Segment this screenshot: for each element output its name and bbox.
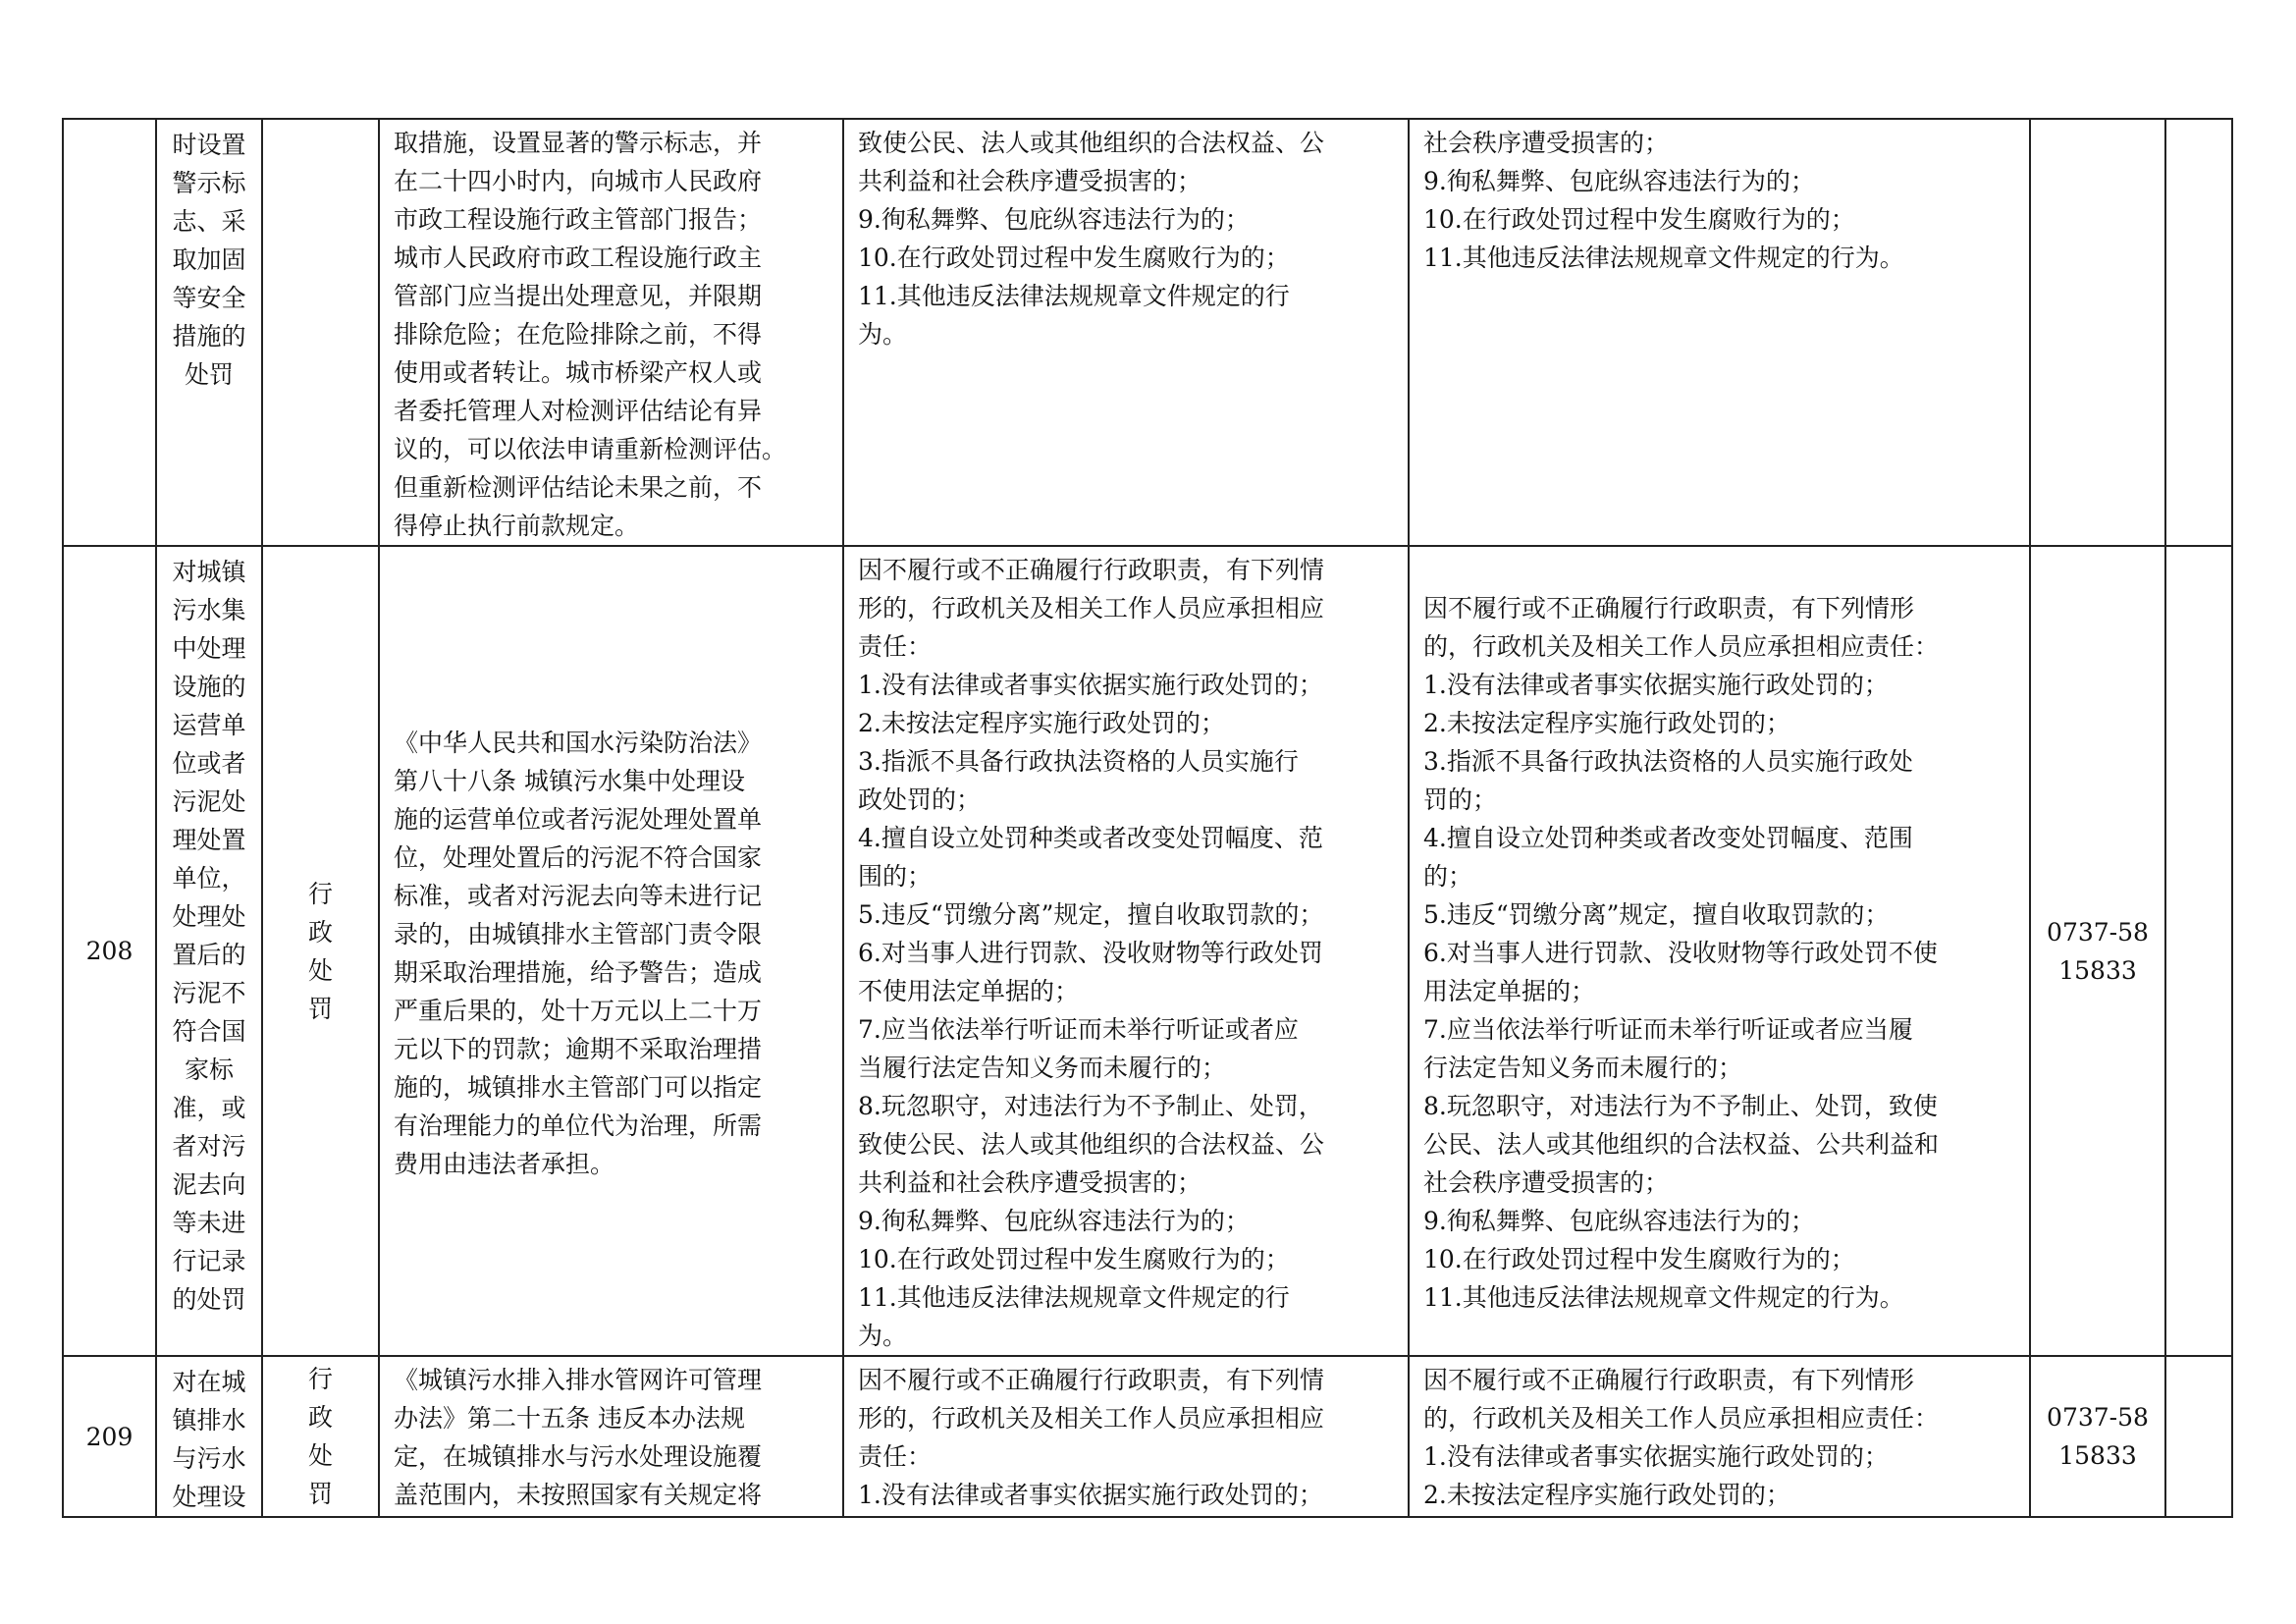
cell-text-line: 致使公民、法人或其他组织的合法权益、公 <box>858 1130 1325 1159</box>
cell-text-line: 取措施，设置显著的警示标志，并 <box>394 129 763 157</box>
cell-text-line: 者委托管理人对检测评估结论有异 <box>394 397 763 425</box>
cell-text-line: 市政工程设施行政主管部门报告； <box>394 205 763 234</box>
cell-text-line: 5.违反“罚缴分离”规定，擅自收取罚款的； <box>858 900 1324 929</box>
cell-text-line: 10.在行政处罚过程中发生腐败行为的； <box>1423 1245 1855 1273</box>
cell-text-line: 社会秩序遭受损害的； <box>1423 129 1670 157</box>
cell-text-line: 6.对当事人进行罚款、没收财物等行政处罚 <box>858 939 1323 967</box>
cell-text-line: 行 <box>307 879 333 908</box>
cell-text-line: 11.其他违反法律法规规章文件规定的行 <box>858 1283 1290 1312</box>
cell-text-line: 公民、法人或其他组织的合法权益、公共利益和 <box>1423 1130 1940 1159</box>
cell-text-line: 行 <box>307 1365 333 1393</box>
remark-cell <box>2165 546 2232 1356</box>
item-number-cell <box>63 546 156 1356</box>
cell-text-line: 录的，由城镇排水主管部门责令限 <box>394 919 763 948</box>
legal-basis-cell <box>379 1356 843 1517</box>
cell-text-line: 不使用法定单据的； <box>858 977 1080 1005</box>
cell-text-line: 设施的 <box>172 673 246 701</box>
cell-text-line: 标准，或者对污泥去向等未进行记 <box>394 881 763 910</box>
cell-text-line: 处理设 <box>172 1483 246 1511</box>
cell-text-line: 因不履行或不正确履行行政职责，有下列情形 <box>1423 1366 1915 1394</box>
cell-text-line: 政 <box>307 1403 333 1432</box>
cell-text-line: 处 <box>307 955 333 985</box>
cell-text-line: 定，在城镇排水与污水处理设施覆 <box>394 1442 763 1471</box>
cell-text-line: 盖范围内，未按照国家有关规定将 <box>394 1481 763 1509</box>
responsibility-cell <box>843 546 1409 1356</box>
cell-text-line: 准，或 <box>172 1094 246 1122</box>
cell-text-line: 责任： <box>858 1442 933 1471</box>
cell-text-line: 施的，城镇排水主管部门可以指定 <box>394 1072 763 1102</box>
accountability-lines <box>1423 1361 2019 1514</box>
table-row <box>63 1356 2232 1517</box>
cell-text-line: 《中华人民共和国水污染防治法》 <box>394 728 763 757</box>
cell-text-line: 使用或者转让。城市桥梁产权人或 <box>394 358 763 387</box>
cell-text-line: 有治理能力的单位代为治理，所需 <box>394 1110 763 1140</box>
table-row <box>63 546 2232 1356</box>
cell-text-line: 处理处 <box>172 902 246 931</box>
cell-text-line: 6.对当事人进行罚款、没收财物等行政处罚不使 <box>1423 939 1938 967</box>
cell-text-line: 因不履行或不正确履行行政职责，有下列情 <box>858 1366 1325 1394</box>
cell-text-line: 当履行法定告知义务而未履行的； <box>858 1054 1227 1082</box>
remark-cell <box>2165 1356 2232 1517</box>
cell-text-line: 1.没有法律或者事实依据实施行政处罚的； <box>858 671 1323 699</box>
cell-text-line: 位，处理处置后的污泥不符合国家 <box>394 842 763 872</box>
responsibility-cell <box>843 119 1409 546</box>
item-name-cell <box>156 546 262 1356</box>
cell-text-line: 对城镇 <box>172 558 246 586</box>
cell-text-line: 1.没有法律或者事实依据实施行政处罚的； <box>1423 1442 1889 1471</box>
cell-text-line: 2.未按法定程序实施行政处罚的； <box>858 709 1225 737</box>
cell-text-line: 时设置 <box>172 131 246 159</box>
cell-text-line: 8.玩忽职守，对违法行为不予制止、处罚， <box>858 1092 1323 1120</box>
item-number-cell <box>63 1356 156 1517</box>
cell-text-line: 为。 <box>858 320 908 349</box>
cell-text-line: 取加固 <box>172 245 246 274</box>
cell-text-line: 共利益和社会秩序遭受损害的； <box>858 167 1202 195</box>
cell-text-line: 得停止执行前款规定。 <box>394 512 640 540</box>
cell-text-line: 形的，行政机关及相关工作人员应承担相应 <box>858 594 1325 623</box>
cell-text-line: 污水集 <box>172 596 246 624</box>
cell-text-line: 0737-58 <box>2047 1403 2149 1432</box>
cell-text-line: 1.没有法律或者事实依据实施行政处罚的； <box>858 1481 1323 1509</box>
cell-text-line: 罚 <box>307 994 333 1023</box>
cell-text-line: 11.其他违反法律法规规章文件规定的行 <box>858 282 1290 310</box>
cell-text-line: 措施的 <box>172 322 246 351</box>
cell-text-line: 7.应当依法举行听证而未举行听证或者应当履 <box>1423 1015 1913 1044</box>
penalty-responsibility-table <box>62 118 2233 1518</box>
cell-text-line: 政 <box>307 917 333 947</box>
cell-text-line: 办法》第二十五条 违反本办法规 <box>394 1404 745 1433</box>
penalty-type-cell <box>262 546 379 1356</box>
cell-text-line: 因不履行或不正确履行行政职责，有下列情形 <box>1423 594 1915 623</box>
cell-text-line: 泥去向 <box>172 1170 246 1199</box>
cell-text-line: 《城镇污水排入排水管网许可管理 <box>394 1366 763 1394</box>
cell-text-line: 议的，可以依法申请重新检测评估。 <box>394 435 787 463</box>
cell-text-line: 政处罚的； <box>858 785 982 814</box>
cell-text-line: 致使公民、法人或其他组织的合法权益、公 <box>858 129 1325 157</box>
cell-text-line: 4.擅自设立处罚种类或者改变处罚幅度、范 <box>858 824 1323 852</box>
contact-phone-cell <box>2030 546 2165 1356</box>
cell-text-line: 10.在行政处罚过程中发生腐败行为的； <box>858 244 1290 272</box>
contact-phone-cell <box>2030 1356 2165 1517</box>
cell-text-line: 单位， <box>172 864 246 893</box>
cell-text-line: 在二十四小时内，向城市人民政府 <box>394 167 763 195</box>
cell-text-line: 1.没有法律或者事实依据实施行政处罚的； <box>1423 671 1889 699</box>
cell-text-line: 2.未按法定程序实施行政处罚的； <box>1423 709 1790 737</box>
cell-text-line: 第八十八条 城镇污水集中处理设 <box>394 766 745 795</box>
cell-text-line: 3.指派不具备行政执法资格的人员实施行 <box>858 747 1299 776</box>
cell-text-line: 5.违反“罚缴分离”规定，擅自收取罚款的； <box>1423 900 1890 929</box>
cell-text-line: 9.徇私舞弊、包庇纵容违法行为的； <box>858 1207 1250 1235</box>
cell-text-line: 行法定告知义务而未履行的； <box>1423 1054 1743 1082</box>
cell-text-line: 围的； <box>858 862 933 891</box>
cell-text-line: 的，行政机关及相关工作人员应承担相应责任： <box>1423 1404 1940 1433</box>
item-name-cell <box>156 119 262 546</box>
cell-text-line: 位或者 <box>172 749 246 778</box>
item-name-cell <box>156 1356 262 1517</box>
cell-text-line: 11.其他违反法律法规规章文件规定的行为。 <box>1423 1283 1904 1312</box>
cell-text-line: 0737-58 <box>2047 917 2149 947</box>
responsibility-lines <box>858 1361 1398 1514</box>
cell-text-line: 10.在行政处罚过程中发生腐败行为的； <box>858 1245 1290 1273</box>
accountability-cell <box>1409 1356 2030 1517</box>
cell-text-line: 的，行政机关及相关工作人员应承担相应责任： <box>1423 632 1940 661</box>
cell-text-line: 4.擅自设立处罚种类或者改变处罚幅度、范围 <box>1423 824 1913 852</box>
cell-text-line: 9.徇私舞弊、包庇纵容违法行为的； <box>858 205 1250 234</box>
cell-text-line: 处罚 <box>184 360 234 389</box>
cell-text-line: 管部门应当提出处理意见，并限期 <box>394 282 763 310</box>
responsibility-cell <box>843 1356 1409 1517</box>
cell-text-line: 罚的； <box>1423 785 1498 814</box>
item-number: 208 <box>85 937 133 965</box>
cell-text-line: 处 <box>307 1441 333 1470</box>
cell-text-line: 行记录 <box>172 1247 246 1275</box>
item-number: 209 <box>85 1422 133 1451</box>
remark-cell <box>2165 119 2232 546</box>
item-number-cell <box>63 119 156 546</box>
cell-text-line: 社会秩序遭受损害的； <box>1423 1168 1670 1197</box>
cell-text-line: 费用由违法者承担。 <box>394 1149 615 1178</box>
cell-text-line: 8.玩忽职守，对违法行为不予制止、处罚，致使 <box>1423 1092 1938 1120</box>
cell-text-line: 志、采 <box>172 207 246 236</box>
table-row <box>63 119 2232 546</box>
penalty-type-cell <box>262 119 379 546</box>
cell-text-line: 者对污 <box>172 1132 246 1161</box>
cell-text-line: 等未进 <box>172 1209 246 1237</box>
cell-text-line: 期采取治理措施，给予警告；造成 <box>394 957 763 987</box>
cell-text-line: 15833 <box>2058 1441 2137 1470</box>
cell-text-line: 城市人民政府市政工程设施行政主 <box>394 244 763 272</box>
cell-text-line: 运营单 <box>172 711 246 739</box>
cell-text-line: 严重后果的，处十万元以上二十万 <box>394 996 763 1025</box>
penalty-type-lines <box>263 1360 378 1513</box>
cell-text-line: 但重新检测评估结论未果之前，不 <box>394 473 763 502</box>
cell-text-line: 等安全 <box>172 284 246 312</box>
cell-text-line: 11.其他违反法律法规规章文件规定的行为。 <box>1423 244 1904 272</box>
cell-text-line: 施的运营单位或者污泥处理处置单 <box>394 804 763 834</box>
legal-basis-cell <box>379 119 843 546</box>
cell-text-line: 镇排水 <box>172 1406 246 1435</box>
cell-text-line: 9.徇私舞弊、包庇纵容违法行为的； <box>1423 167 1815 195</box>
cell-text-line: 对在城 <box>172 1368 246 1396</box>
cell-text-line: 理处置 <box>172 826 246 854</box>
cell-text-line: 为。 <box>858 1322 908 1350</box>
table-body <box>63 119 2232 1517</box>
cell-text-line: 用法定单据的； <box>1423 977 1596 1005</box>
cell-text-line: 3.指派不具备行政执法资格的人员实施行政处 <box>1423 747 1913 776</box>
penalty-type-cell <box>262 1356 379 1517</box>
cell-text-line: 责任： <box>858 632 933 661</box>
cell-text-line: 共利益和社会秩序遭受损害的； <box>858 1168 1202 1197</box>
cell-text-line: 的； <box>1423 862 1473 891</box>
legal-basis-lines <box>394 1361 830 1514</box>
item-name-lines <box>167 1363 251 1516</box>
contact-phone-cell <box>2030 119 2165 546</box>
cell-text-line: 的处罚 <box>172 1285 246 1314</box>
cell-text-line: 10.在行政处罚过程中发生腐败行为的； <box>1423 205 1855 234</box>
cell-text-line: 与污水 <box>172 1444 246 1473</box>
cell-text-line: 2.未按法定程序实施行政处罚的； <box>1423 1481 1790 1509</box>
cell-text-line: 警示标 <box>172 169 246 197</box>
cell-text-line: 家标 <box>184 1056 234 1084</box>
cell-text-line: 形的，行政机关及相关工作人员应承担相应 <box>858 1404 1325 1433</box>
cell-text-line: 罚 <box>307 1480 333 1508</box>
cell-text-line: 置后的 <box>172 941 246 969</box>
cell-text-line: 污泥不 <box>172 979 246 1007</box>
cell-text-line: 9.徇私舞弊、包庇纵容违法行为的； <box>1423 1207 1815 1235</box>
accountability-cell <box>1409 119 2030 546</box>
legal-basis-cell <box>379 546 843 1356</box>
cell-text-line: 符合国 <box>172 1017 246 1046</box>
cell-text-line: 因不履行或不正确履行行政职责，有下列情 <box>858 556 1325 584</box>
cell-text-line: 7.应当依法举行听证而未举行听证或者应 <box>858 1015 1299 1044</box>
cell-text-line: 15833 <box>2058 955 2137 985</box>
cell-text-line: 污泥处 <box>172 787 246 816</box>
cell-text-line: 中处理 <box>172 634 246 663</box>
cell-text-line: 元以下的罚款；逾期不采取治理措 <box>394 1034 763 1063</box>
cell-text-line: 排除危险；在危险排除之前，不得 <box>394 320 763 349</box>
accountability-cell <box>1409 546 2030 1356</box>
